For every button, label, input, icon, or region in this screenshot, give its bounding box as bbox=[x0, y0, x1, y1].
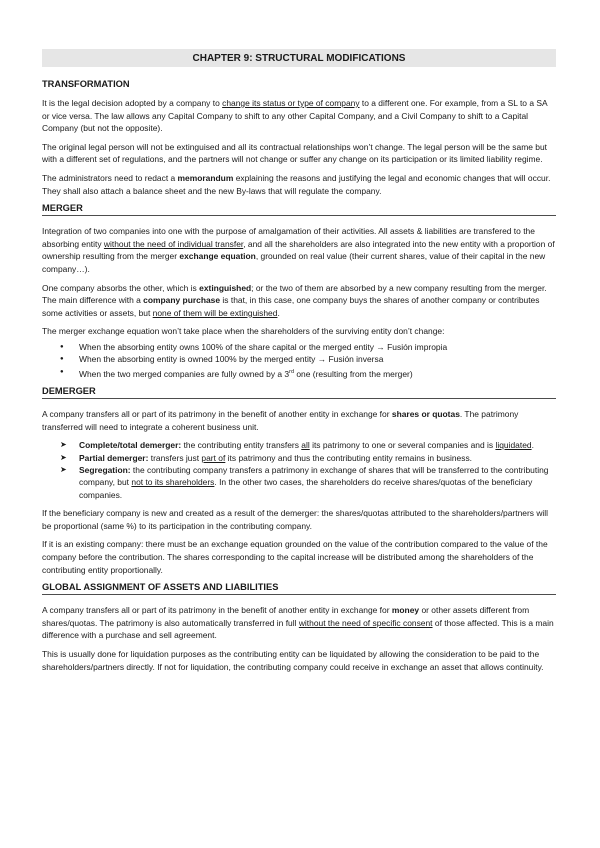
list-item-partial-demerger: ➤ Partial demerger: transfers just part of its patrimony and thus the contributing entity remains in business. bbox=[42, 452, 556, 464]
section-title-transformation: TRANSFORMATION bbox=[42, 79, 130, 89]
demerger-type-list bbox=[42, 439, 556, 501]
merger-paragraph-3: The merger exchange equation won’t take place when the shareholders of the surviving entity don’t change: bbox=[42, 326, 445, 337]
transformation-paragraph-2: The original legal person will not be extinguised and all its contractual relationships won’t change. The legal person will be the same but with a different set of regulations, and the partners will not change or suffer any change on its participation or its limited liability regime. bbox=[42, 141, 547, 165]
global-paragraph-1: A company transfers all or part of its patrimony in the benefit of another entity in exchange for money or other assets different from shares/quotas. The patrimony is also automatically transferred in full without the need of specific consent of those affected. This is a main difference with a purchase and sell agreement. bbox=[42, 605, 554, 641]
section-title-global-assignment: GLOBAL ASSIGNMENT OF ASSETS AND LIABILITIES bbox=[42, 582, 556, 595]
merger-bullet-list bbox=[42, 341, 556, 380]
transformation-paragraph-1: It is the legal decision adopted by a company to change its status or type of company to a different one. For example, from a SL to a SA or vice versa. The law allows any Capital Company to shift to any other Capital Company, and a Civil Company to shift to a Capital Company (but not the opposite). bbox=[42, 98, 548, 134]
demerger-paragraph-2: If the beneficiary company is new and created as a result of the demerger: the shares/quotas attributed to the shareholders/partners will be proportional (same %) to its participation in the contributing company. bbox=[42, 508, 549, 531]
merger-paragraph-2: One company absorbs the other, which is extinguished; or the two of them are absorbed by a new company resulting from the merger. The main difference with a company purchase is that, in this case, one company buys the shares of another company or contributes some activities or assets, but none of them will be extinguished. bbox=[42, 282, 547, 318]
chapter-title: CHAPTER 9: STRUCTURAL MODIFICATIONS bbox=[42, 49, 556, 67]
demerger-paragraph-1: A company transfers all or part of its patrimony in the benefit of another entity in exchange for shares or quotas. The patrimony transferred will need to integrate a coherent business unit. bbox=[42, 408, 519, 432]
demerger-paragraph-3: If it is an existing company: there must be an exchange equation grounded on the value of the contribution compared to the value of the company before the contribution. The shares corresponding to the capital increase will be distributed among the shareholders of the contributing entity proportionally. bbox=[42, 539, 548, 575]
list-item-complete-demerger: ➤ Complete/total demerger: the contributing entity transfers all its patrimony to one or several companies and is liquidated. bbox=[42, 439, 556, 451]
document-page bbox=[42, 49, 556, 679]
list-item: ● When the two merged companies are fully owned by a 3rd one (resulting from the merger) bbox=[42, 366, 556, 380]
list-item: ● When the absorbing entity owns 100% of the share capital or the merged entity → Fusión impropia bbox=[42, 341, 556, 353]
global-paragraph-2: This is usually done for liquidation purposes as the contributing entity can be liquidated by allowing the consideration to be paid to the shareholders/partners directly. If not for liquidation, the contributing company could receive in exchange an asset that allows continuity. bbox=[42, 648, 544, 672]
merger-paragraph-1: Integration of two companies into one with the purpose of amalgamation of their activities. All assets & liabilities are transfered to the absorbing entity without the need of individual transfer, and all the shareholders are also integrated into the new entity with a proportion of ownership resulting from the merger exchange equation, grounded on real value (their current shares, value of their capital in the new company…). bbox=[42, 226, 555, 274]
transformation-paragraph-3: The administrators need to redact a memorandum explaining the reasons and justifying the legal and economic changes that will occur. They shall also attach a balance sheet and the new By-laws that will regulate the company. bbox=[42, 172, 551, 196]
list-item-segregation: ➤ Segregation: the contributing company transfers a patrimony in exchange of shares that will be transferred to the contributing company, but not to its shareholders. In the other two cases, the shareholders do receive shares/quotas of the beneficiary companies. bbox=[42, 464, 556, 501]
section-title-merger: MERGER bbox=[42, 203, 556, 216]
list-item: ● When the absorbing entity is owned 100% by the merged entity → Fusión inversa bbox=[42, 353, 556, 365]
section-title-demerger: DEMERGER bbox=[42, 386, 556, 399]
